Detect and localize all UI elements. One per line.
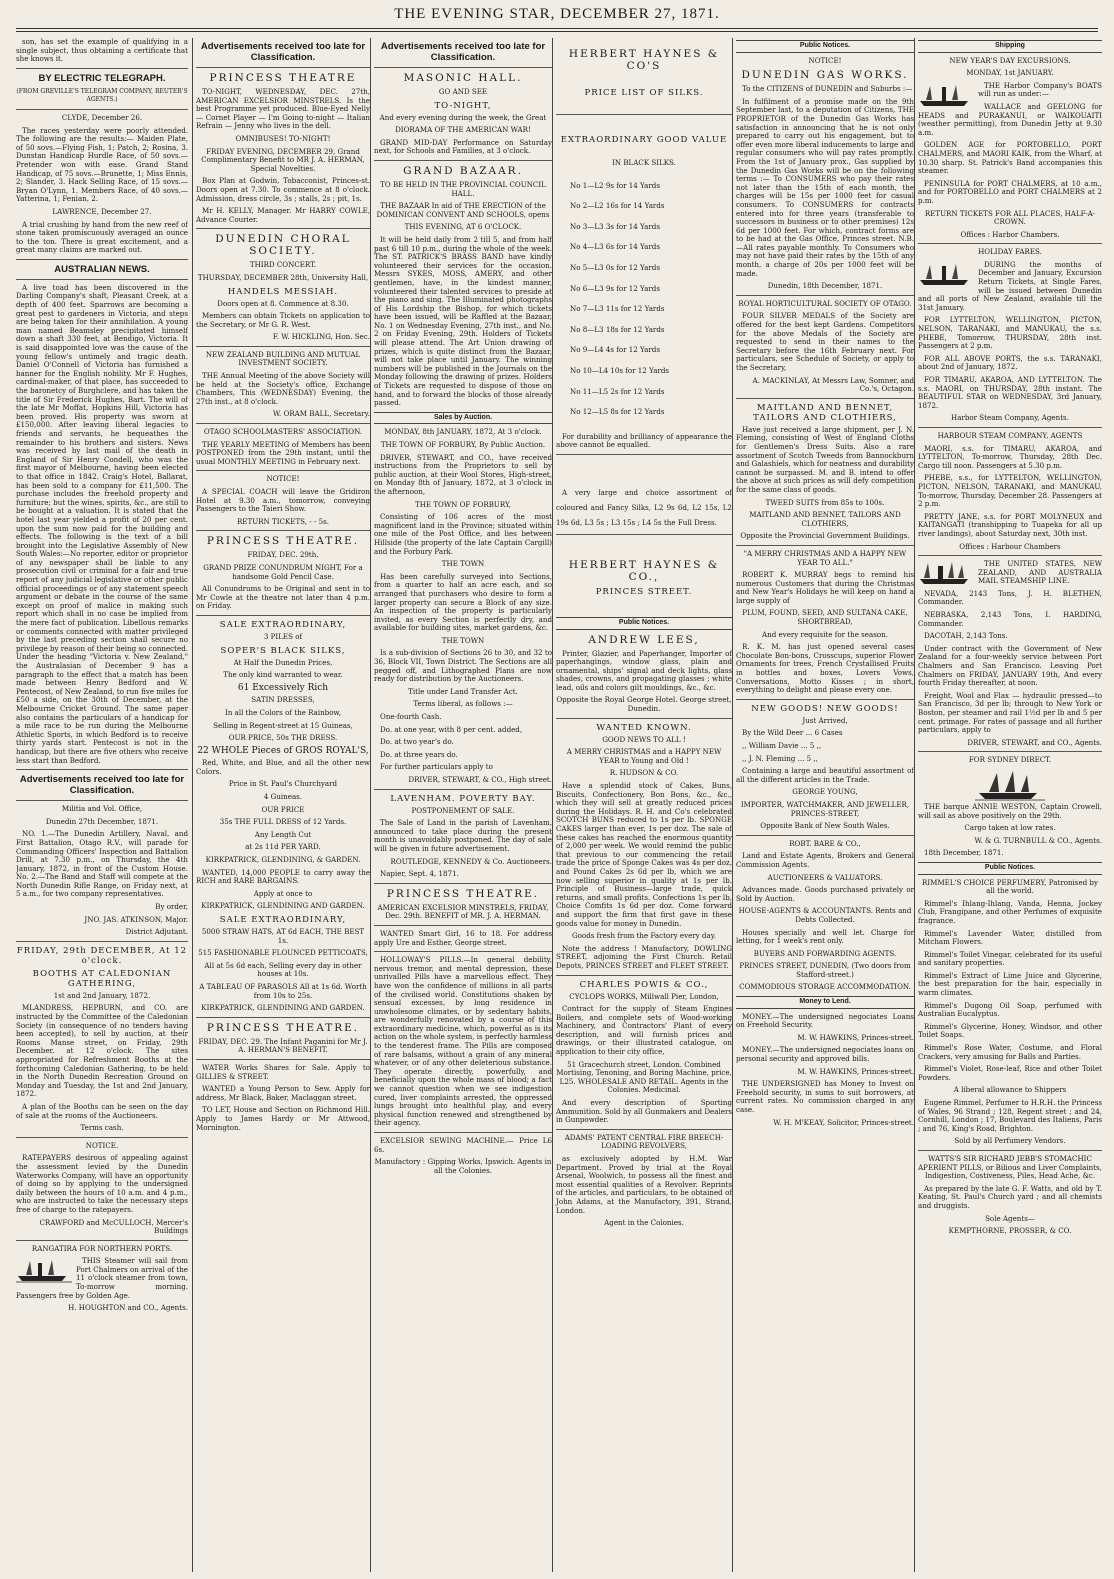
rimmel-item: Rimmel's Glycerine, Honey, Windsor, and other Toilet Soaps. xyxy=(918,1021,1102,1040)
buyers: BUYERS AND FORWARDING AGENTS. xyxy=(753,948,897,958)
telegraph-credit: (FROM GREVILLE'S TELEGRAM COMPANY, REUTER'S AGENTS.) xyxy=(16,87,188,104)
steamer-icon xyxy=(918,261,974,287)
goods-fresh: Goods fresh from the Factory every day. xyxy=(571,931,717,941)
masonic-hall-heading: MASONIC HALL. xyxy=(403,72,523,84)
plan-text: A plan of the Booths can be seen on the day of sale at the rooms of the Auctioneers. xyxy=(16,1101,188,1120)
harbor-boats: THE Harbor Company's BOATS will run as under:— xyxy=(978,80,1102,99)
piles: 3 PILES of xyxy=(263,631,303,641)
kirkpatrick-1: KIRKPATRICK, GLENDINING, & GARDEN. xyxy=(205,855,361,865)
otago-text: THE YEARLY MEETING of Members has been POSTPONED from the 29th instant, until the usual MONTHLY MEETING in February next. xyxy=(196,439,370,466)
rimmel-item: Rimmel's Ihlang-Ihlang, Vanda, Henna, Jockey Club, Frangipane, and other Perfumes of exquisite fragrance. xyxy=(918,898,1102,925)
notice-heading: NOTICE! xyxy=(808,55,842,65)
driver-stewart-text: DRIVER, STEWART, and CO., have received instructions from the Proprietors to sell by public auction, at their Wool Stores, High-street, on Monday 8th of January, 1872, at 3 o'clock in the afternoon, xyxy=(374,452,552,496)
princess-theatre-3-heading: PRINCESS THEATRE. xyxy=(206,1021,360,1034)
money-text-2: MONEY.—The undersigned negociates loans on personal security and approved bills. xyxy=(736,1045,914,1064)
petticoats-price: All at 5s 6d each, Selling every day in other houses at 10s. xyxy=(204,960,362,979)
grand-bazaar-heading: GRAND BAZAAR. xyxy=(403,164,523,177)
every-evening: And every evening during the week, the Great xyxy=(379,112,547,122)
money-text-1: MONEY.—The undersigned negociates Loans on Freehold Security. xyxy=(736,1011,914,1030)
apply-once: Apply at once to xyxy=(253,888,313,898)
return-tickets: RETURN TICKETS, - - 5s. xyxy=(236,516,330,526)
powis-sub: CYCLOPS WORKS, Millwall Pier, London, xyxy=(569,991,719,1001)
rimmel-address: Eugene Rimmel, Perfumer to H.R.H. the Princess of Wales, 96 Strand ; 128, Regent street ; and 24, Cornhill, London ; 17, Boulevard des Italiens, Paris ; and 76, King's Road, Brighton. xyxy=(918,1098,1102,1133)
containing-text: Containing a large and beautiful assortment of all the different articles in the Trade. xyxy=(736,766,914,784)
public-notices-band: Public Notices. xyxy=(736,40,914,53)
masthead-rule-2 xyxy=(16,31,1098,32)
wanted-people: WANTED, 14,000 PEOPLE to carry away the RICH and RARE BARGAINS. xyxy=(196,867,370,886)
rimmel-item: Rimmel's Rose Water, Costume, and Floral Crackers, very amusing for Balls and Parties. xyxy=(918,1043,1102,1061)
mail-line-text: Under contract with the Government of New Zealand for a four-weekly service between Port Chalmers and San Francisco. Leaving Port Chalmers on FRIDAY, JANUARY 19th, And every fourth Friday thereafter, at noon. xyxy=(918,643,1102,688)
nz-building-heading: NEW ZEALAND BUILDING AND MUTUAL INVESTMENT SOCIETY. xyxy=(205,349,361,368)
maitland-heading-2: MAITLAND AND BENNET, TAILORS AND CLOTHIERS, xyxy=(749,510,901,528)
town-text-1: Has been carefully surveyed into Sections, from a quarter to half an acre each, and so arranged that purchasers who desire to form a larger property can secure a Block of any size. An inspection of the property is particularly invited, as every Section is perfectly dry, and available for building sites, market gardens, &c. xyxy=(374,571,552,633)
diorama: DIORAMA OF THE AMERICAN WAR! xyxy=(395,125,531,135)
importer: IMPORTER, WATCHMAKER, AND JEWELLER, PRINCES-STREET, xyxy=(740,799,910,818)
the-town-2: THE TOWN xyxy=(441,635,485,645)
watts-text: As prepared by the late G. F. Watts, and old by T. Keating, St. Paul's Church yard ; and all chemists and druggists. xyxy=(918,1183,1102,1210)
per-yard: at 2s 11d PER YARD. xyxy=(245,842,321,852)
undersigned-text: THE UNDERSIGNED has Money to Invest on Freehold security, in sums to suit borrowers, at current rates. No commission charged in any case. xyxy=(736,1079,914,1114)
silk-price-row: No 7—L3 11s for 12 Yards xyxy=(570,304,665,314)
rimmel-item: Rimmel's Toilet Vinegar, celebrated for its useful and sanitary properties. xyxy=(918,949,1102,968)
napier-date: Napier, Sept. 4, 1871. xyxy=(380,869,459,879)
wanted-sew: WANTED a Young Person to Sew. Apply for address, Mr Black, Baker, Maclaggan street. xyxy=(196,1084,370,1102)
driver-sign: DRIVER, STEWART, and CO., Agents. xyxy=(967,737,1102,747)
water-shares: WATER Works Shares for Sale. Apply to GILLIES & STREET. xyxy=(196,1062,370,1081)
telegraph-heading: BY ELECTRIC TELEGRAPH. xyxy=(38,72,166,84)
kirkpatrick-3: KIRKPATRICK, GLENDINING AND GARDEN. xyxy=(201,1003,365,1013)
silk-price-row: No 10—L4 10s for 12 Yards xyxy=(570,365,670,375)
agent: Agent in the Colonies. xyxy=(604,1218,684,1228)
barque-icon xyxy=(975,769,1045,801)
princes-dunedin: PRINCES STREET, DUNEDIN, (Two doors from Stafford-street.) xyxy=(739,961,911,979)
houghton-sign: H. HOUGHTON and CO., Agents. xyxy=(68,1303,188,1313)
militia-sign-name: JNO. JAS. ATKINSON, Major. xyxy=(84,914,188,924)
terms-rows xyxy=(374,713,552,759)
town-text-2: Is a sub-division of Sections 26 to 30, and 32 to 36, Block VII, Town District. The Sections are all pegged off, and Lithographed Plans are now ready for distribution by the Auctioneers. xyxy=(374,648,552,684)
sole-agents: Sole Agents— xyxy=(985,1213,1035,1223)
forbury-heading: THE TOWN OF FORBURY, By Public Auction. xyxy=(380,440,546,449)
trial-text: A trial crushing by hand from the new reef of stone taken promiscuously averaged an ounce to the ton. There is great excitement, and a great many claims are marked out. xyxy=(16,219,188,255)
murray-text: ROBERT K. MURRAY begs to remind his numerous Customers that during the Christmas and New Year's Holidays he will keep on hand a large supply of xyxy=(736,570,914,605)
princess-text: AMERICAN EXCELSIOR MINSTRELS, FRIDAY, Dec. 29th. BENEFIT of MR. J. A. HERMAN. xyxy=(377,902,549,921)
sale-extraordinary-2: SALE EXTRAORDINARY, xyxy=(219,915,347,925)
choral-third: THIRD CONCERT. xyxy=(249,260,317,270)
omnibuses: OMNIBUSES! TO-NIGHT! xyxy=(235,133,331,143)
regent: Selling in Regent-street at 15 Guineas, xyxy=(213,720,353,730)
merry-christmas: A MERRY CHRISTMAS and a HAPPY NEW YEAR to Young and Old ! xyxy=(566,747,722,765)
watts-heading: WATTS'S SIR RICHARD JEBB'S STOMACHIC APERIENT PILLS, or Bilious and Liver Complaints, Indigestion, Costiveness, Piles, Head Ache, &c. xyxy=(918,1153,1102,1181)
twenty-two: 22 WHOLE Pieces of GROS ROYAL'S, xyxy=(197,745,369,756)
rainbow: In all the Colors of the Rainbow, xyxy=(225,707,341,717)
column-6 xyxy=(914,38,1102,1572)
durability-text: For durability and brilliancy of appearance the above cannot be equalled. xyxy=(556,431,732,450)
members-text: Members can obtain Tickets on application to the Secretary, or Mr G. R. West. xyxy=(196,311,370,329)
parasols: A TABLEAU OF PARASOLS All at 1s 6d. Worth from 10s to 25s. xyxy=(199,981,367,1000)
money-to-lend-band: Money to Lend. xyxy=(736,996,914,1009)
steamer-icon xyxy=(16,1257,72,1283)
friday-evening: FRIDAY EVENING, DECEMBER 29, Grand Complimentary Benefit to MR J. A. HERMAN, Special Novelties. xyxy=(201,146,365,173)
steamer-icon xyxy=(918,82,974,108)
monday-january: MONDAY, 1st JANUARY. xyxy=(966,68,1054,78)
booths-dates: 1st and 2nd January, 1872. xyxy=(53,990,151,1000)
cargo-text: Cargo taken at low rates. xyxy=(964,823,1056,833)
postponement: POSTPONEMENT OF SALE. xyxy=(411,805,515,815)
this-evening: THIS EVENING, AT 6 O'CLOCK. xyxy=(404,222,522,232)
golden-age-text: GOLDEN AGE for PORTOBELLO, PORT CHALMERS, and MAORI KAIK, from the Wharf, at 10.30 sharp. St. Patrick's Band accompanies this steamer. xyxy=(918,140,1102,176)
haynes-heading-2: HERBERT HAYNES & CO., xyxy=(568,558,720,583)
requisite: And every requisite for the season. xyxy=(762,629,888,639)
midday: GRAND MID-DAY Performance on Saturday next, for Schools and Families, at 3 o'clock. xyxy=(374,137,552,156)
silk-price-row: No 9—L4 4s for 12 Yards xyxy=(570,345,660,355)
masthead: THE EVENING STAR, DECEMBER 27, 1871. xyxy=(394,6,720,22)
straw-hats: 5000 STRAW HATS, AT 6d EACH, THE BEST 1s. xyxy=(201,927,365,945)
silk-price-row: No 1—L2 9s for 14 Yards xyxy=(570,180,660,190)
soper-silks: SOPER'S BLACK SILKS, xyxy=(220,645,346,656)
powis-tail: And every description of Sporting Ammunition. Sold by all Gunmakers and Dealers in Gunpowder. xyxy=(556,1098,732,1125)
our-price-2: OUR PRICE xyxy=(261,804,305,814)
mackinlay-sign: A. MACKINLAY, At Messrs Law, Somner, and Co.'s, Octagon. xyxy=(752,375,914,394)
bare-heading: ROBT. BARE & CO., xyxy=(789,838,861,848)
choral-date: THURSDAY, DECEMBER 28th, University Hall, xyxy=(197,272,369,282)
booths-heading: BOOTHS AT CALEDONIAN GATHERING, xyxy=(32,968,172,989)
colors: Red, White, and Blue, and all the other new Colors. xyxy=(196,758,370,776)
andrew-lees-heading: ANDREW LEES, xyxy=(588,633,700,646)
maori-text: MAORI, s.s. for TIMARU, AKAROA, and LYTTELTON, To-morrow, Thursday, 28th Dec. Cargo till noon. Passengers at 5.30 p.m. xyxy=(918,443,1102,470)
freight-text: Freight, Wool and Flax — hydraulic pressed—to San Francisco, 3d per lb; through to New York or Boston, per steamer and rail 1½d per lb and 5 per cent. primage. For rates of passage and all further particulars, apply to xyxy=(918,690,1102,735)
silks-list xyxy=(556,182,732,417)
maitland-text: Have just received a large shipment, per J. N. Fleming, consisting of West of England Cloths for Gentlemen's Dress Suits. Also a rare assortment of Scotch Tweeds from Bannockburn and Galashiels, which for neatness and durability cannot be surpassed. M. and B. intend to offer the above at such prices as will defy competition for the same class of goods. xyxy=(736,424,914,494)
advertisements-heading: Advertisements received too late for Classification. xyxy=(200,41,366,63)
powis-heading: CHARLES POWIS & CO., xyxy=(579,979,709,990)
rimmel-item: Rimmel's Violet, Rose-leaf, Rice and other Toilet Powders. xyxy=(918,1064,1102,1082)
powis-text: Contract for the supply of Steam Engines Boilers, and complete sets of Wood-working Machinery, and Contractors' Plant of every description, and will furnish prices and drawings, or their illustrated catalogue, on application to their city office, xyxy=(556,1004,732,1057)
public-notices-band: Public Notices. xyxy=(556,617,732,630)
hudson-heading: R. HUDSON & CO. xyxy=(609,768,679,778)
return-tickets: RETURN TICKETS FOR ALL PLACES, HALF-A-CROWN. xyxy=(924,208,1096,227)
column-5 xyxy=(732,38,914,1572)
petticoats: 515 FASHIONABLE FLOUNCED PETTICOATS, xyxy=(198,948,368,958)
steamship-icon xyxy=(918,560,974,586)
the-town-1: THE TOWN xyxy=(441,559,485,569)
advances: Advances made. Goods purchased privately or Sold by Auction. xyxy=(736,885,914,903)
advertisements-heading: Advertisements received too late for Classification. xyxy=(19,774,185,797)
nebraska-text: NEBRASKA, 2,143 Tons, I. HARDING, Commander. xyxy=(918,610,1102,628)
new-goods-heading: NEW GOODS! NEW GOODS! xyxy=(751,703,899,714)
annie-weston-text: THE barque ANNIE WESTON, Captain Crowell, will sail as above positively on the 29th. xyxy=(918,801,1102,820)
andrew-lees-text: Printer, Glazier, and Paperhanger, Importer of paperhangings, window glass, plain and ornamental, ships' signal and deck lights, glass shades, crowns, and propagating glasses ; white lead, oils and colors gilt mouldings, &c., &c. xyxy=(556,648,732,692)
advertisements-heading: Advertisements received too late for Classification. xyxy=(380,41,546,63)
silk-price-row: No 3—L3 3s for 14 Yards xyxy=(570,221,660,231)
pretty-jane-text: PRETTY JANE, s.s. for PORT MOLYNEUX and KAITANGATI (transhipping to Tuapeka for all up river landings), about Saturday next, 30th inst. xyxy=(918,511,1102,538)
offices-1: Offices : Harbor Chambers. xyxy=(960,229,1060,239)
silk-price-row: No 5—L3 0s for 12 Yards xyxy=(570,262,660,272)
sold-vendors: Sold by all Perfumery Vendors. xyxy=(954,1136,1066,1146)
intro-text: son, has set the example of qualifying in a single subject, thus obtaining a certificate that she knows it. xyxy=(16,38,188,64)
wallace-text: WALLACE and GEELONG for HEADS and PURAKANUI, or WAIKOUAITI (weather permitting), from Dunedin Jetty at 9.30 a.m. xyxy=(918,101,1102,137)
routledge-sign: ROUTLEDGE, KENNEDY & Co. Auctioneers. xyxy=(390,856,552,866)
notice-heading: NOTICE. xyxy=(85,1140,119,1150)
rimmel-item: Rimmel's Lavender Water, distilled from Mitcham Flowers. xyxy=(918,928,1102,947)
friday-heading: FRIDAY, 29th DECEMBER, At 12 o'clock. xyxy=(16,945,188,966)
address-text: Note the address ! Manufactory, DOWLING STREET, adjoining the First Church. Retail Depots, PRINCES STREET and FLEET STREET. xyxy=(556,943,732,970)
princess-3-text: FRIDAY, DEC. 29. The Infant Paganini for Mr J. A. HERMAN'S BENEFIT. xyxy=(198,1036,368,1055)
horticultural-text: FOUR SILVER MEDALS of the Society are offered for the best kept Gardens. Competitors for the above Medals of the Society are requested to send in their names to the Secretary before the 16th February next. For particulars, see Schedule of Society, or apply to the Secretary, xyxy=(736,311,914,372)
otago-heading: OTAGO SCHOOLMASTERS' ASSOCIATION. xyxy=(203,427,363,437)
half-price: At Half the Dunedin Prices, xyxy=(233,657,333,667)
opposite-buildings: Opposite the Provincial Government Buildings. xyxy=(740,531,910,541)
timaru-text: FOR TIMARU, AKAROA, AND LYTTELTON. The s.s. MAORI, on THURSDAY, 28th instant. The BEAUTIFUL STAR on WEDNESDAY, 3rd January, 1872. xyxy=(918,375,1102,410)
princess-theatre-2-heading: PRINCESS THEATRE. xyxy=(206,535,360,548)
lawrence-dateline: LAWRENCE, December 27. xyxy=(52,206,152,216)
sales-by-auction-band: Sales by Auction. xyxy=(374,412,552,425)
sixty-one: 61 Excessively Rich xyxy=(237,682,329,693)
fancy-silks-text: A very large and choice assortment of coloured and Fancy Silks, L2 9s 6d, L2 15s, L2 19s 6d, L3 5s ; L3 15s ; L4 5s the Full Dress. xyxy=(556,487,732,527)
guineas: 4 Guineas. xyxy=(263,792,303,802)
horticultural-heading: ROYAL HORTICULTURAL SOCIETY OF OTAGO. xyxy=(738,298,912,308)
australian-news-heading: AUSTRALIAN NEWS. xyxy=(54,263,150,275)
lavenham-text: The Sale of Land in the parish of Lavenham, announced to take place during the present month is unavoidably postponed. The day of sale will be given in future advertisement. xyxy=(374,818,552,853)
rimmel-item: Rimmel's Dugong Oil Soap, perfumed with Australian Eucalyptus. xyxy=(918,1000,1102,1019)
militia-head: Militia and Vol. Office, xyxy=(61,804,143,814)
hudson-text: Have a splendid stock of Cakes, Buns, Biscuits, Confectionery, Bon Bons, &c., &c., which they will sell at greatly reduced prices during the Holidays. R. H. and Co's celebrated SCOTCH BUNS reduced to 1s per lb. SPONGE CAKES larger than ever, 1s per doz. The sale of these cakes has reached the enormous quantity of 2,000 per week. We would remind the public that previous to our commencing the retail trade the price of Sponge Cakes was 4s per doz, and Pound Cakes 2s 6d per lb, which we are now selling superior in quality at 1s per lb. Principle of Business—large trade, quick returns, and small profits. Confections 1s per lb, Choice Comfits 1s 6d per doz. Come forward and support the firm that first gave in these goods value for money in Dunedin. xyxy=(556,781,732,928)
forbury-text: Consisting of 106 acres of the most magnificent land in the Province; situated within one mile of the Post Office, and lies between Hillside (the property of the late Captain Cargill) and the Forbury Park. xyxy=(374,512,552,556)
lyttelton-text: FOR LYTTELTON, WELLINGTON, PICTON, NELSON, TARANAKI, and MANUKAU, the s.s. PHEBE, Tomorrow, THURSDAY, 28th inst. Passengers at 2 p.m. xyxy=(918,315,1102,351)
princess-theatre-heading: PRINCESS THEATRE xyxy=(209,72,357,84)
terms-row: Do. at two year's do. xyxy=(380,737,454,747)
bazaar-text: It will be held daily from 2 till 5, and from half past 6 till 10 p.m., during the whole of the week. The ST. PATRICK'S BRASS BAND have kindly volunteered their services for the occasion. Messrs SYKES, MOSS, AMERY, and other gentlemen, have, in the kindest manner, volunteered their talented services to preside at the piano and sing. The Illuminated photographs of His Lordship the Bishop, for which tickets have been issued, will be Raffled at the Bazaar, No. 1 on Wednesday Evening, 27th inst., and No. 2 on Friday Evening, 29th. Holders of Tickets will please attend. The Art Union drawing of prizes, which is quite distinct from the Bazaar, will not take place until January. The winning numbers will be published in the Journals on the Monday following the drawing of prizes. Holders of Tickets are requested to dispose of those on hand, and to forward the blocks of those already passed. xyxy=(374,234,552,408)
hawkins-sign-1: M. W. HAWKINS, Princes-street. xyxy=(797,1032,914,1042)
full-dress: 35s THE FULL DRESS of 12 Yards. xyxy=(219,817,347,827)
good-news: GOOD NEWS TO ALL ! xyxy=(602,734,686,744)
opposite-bank: Opposite Bank of New South Wales. xyxy=(760,821,890,831)
price-list-heading: PRICE LIST OF SILKS. xyxy=(584,88,704,98)
mkeay-sign: W. H. M'KEAY, Solicitor, Princes-street. xyxy=(773,1117,914,1127)
sydney-heading: FOR SYDNEY DIRECT. xyxy=(968,755,1052,765)
house-agents: HOUSE-AGENTS & ACCOUNTANTS. Rents and Debts Collected. xyxy=(738,906,912,924)
column-4 xyxy=(552,38,732,1572)
holiday-text: DURING the months of December and January, Excursion Return Tickets, at Single Fares, will be issued between Dunedin and all ports of New Zealand, available till the 31st January. xyxy=(918,259,1102,312)
land-agents: Land and Estate Agents, Brokers and General Commission Agents. xyxy=(736,851,914,869)
bazaar-aid: THE BAZAAR In aid of THE ERECTION of the DOMINICAN CONVENT AND SCHOOLS, opens xyxy=(376,201,550,219)
black-silks: IN BLACK SILKS. xyxy=(612,158,676,167)
sydney-date: 18th December, 1871. xyxy=(924,848,1004,858)
andrew-lees-address: Opposite the Royal George Hotel. George street, Dunedin. xyxy=(556,695,732,714)
kempthorne: KEMPTHORNE, PROSSER, & CO. xyxy=(948,1226,1072,1236)
terms-row: Do. at three years do. xyxy=(380,749,458,759)
militia-date: Dunedin 27th December, 1871. xyxy=(45,816,159,826)
silk-price-row: No 4—L3 6s for 14 Yards xyxy=(570,242,660,252)
masthead-rule xyxy=(16,28,1098,29)
further-particulars: For further particulars apply to xyxy=(380,762,493,772)
arrival-row: ,, William Davie ... 5 ,, xyxy=(742,741,822,750)
lavenham-heading: LAVENHAM. POVERTY BAY. xyxy=(390,793,536,804)
rimmel-items xyxy=(918,900,1102,1083)
tweed-suits: TWEED SUITS from 85s to 100s. xyxy=(765,497,885,507)
houses-let: Houses specially and well let. Charge for letting, for 1 week's rent only. xyxy=(736,927,914,946)
holiday-fares: HOLIDAY FARES. xyxy=(978,247,1042,257)
arrival-row: By the Wild Deer ... 6 Cases xyxy=(742,728,843,738)
militia-sign: By order, xyxy=(155,902,188,912)
clyde-dateline: CLYDE, December 26. xyxy=(61,112,143,122)
extraordinary-heading: EXTRAORDINARY GOOD VALUE xyxy=(560,135,728,145)
wanted-girl: WANTED Smart Girl, 16 to 18. For address apply Ure and Esther, George street. xyxy=(374,928,552,947)
satin: SATIN DRESSES, xyxy=(251,695,315,705)
new-years-excursions: NEW YEAR'S DAY EXCURSIONS. xyxy=(949,55,1071,65)
wanted-known-heading: WANTED KNOWN. xyxy=(596,722,692,733)
princes-street: PRINCES STREET. xyxy=(595,586,693,597)
holloway-text: HOLLOWAY'S PILLS.—In general debility, nervous tremor, and mental depression, these unrivalled Pills have a marvellous effect. They have won the confidence of millions in all parts of the civilised world. Constitutions shaken by sensual excesses, by long residence in unwholesome climates, or by sedentary habits, are wonderfully renovated by a course of this extraordinary medicine, which, powerful as is its action on the whole system, is perfectly harmless to the tenderest frame. The Pills are composed of rare balsams, without a grain of any mineral whatever, or of any other deleterious substance. They operate directly, powerfully, and beneficially upon the whole mass of blood; a fact we cannot question when we see indigestion cured, liver complaints arrested, the oppressed lungs brought into healthful play, and every physical function renewed and strengthened by their agency. xyxy=(374,955,552,1128)
peninsula-text: PENINSULA for PORT CHALMERS, at 10 a.m., and for PORTOBELLO and PORT CHALMERS at 2 p.m. xyxy=(918,178,1102,205)
oram-sign: W. ORAM BALL, Secretary. xyxy=(272,409,370,419)
go-and-see: GO AND SEE xyxy=(438,87,488,96)
council-hall: TO BE HELD IN THE PROVINCIAL COUNCIL HALL. xyxy=(380,179,546,198)
militia-text: NO. 1.—The Dunedin Artillery, Naval, and First Battalion, Otago R.V., will parade for Commanding Officers' Inspection and Battalion Drill, at 7.30 p.m., on Thursday, the 4th January, 1872, in front of the Custom House. No. 2.—The Band and Staff will compete at the North Dunedin Rifle Range, on Friday next, at 5 a.m., for two company representatives. xyxy=(16,829,188,899)
column-3 xyxy=(370,38,552,1572)
merry-christmas: "A MERRY CHRISTMAS AND A HAPPY NEW YEAR TO ALL." xyxy=(743,548,907,567)
rangatira-heading: RANGATIRA FOR NORTHERN PORTS. xyxy=(31,1243,173,1253)
terms-text: Terms cash. xyxy=(80,1123,124,1133)
conundrum-text: All Conundrums to be Original and sent in to Mr Cowle at the theatre not later than 4 p.m. on Friday. xyxy=(196,584,370,611)
gas-date: Dunedin, 18th December, 1871. xyxy=(767,281,883,291)
excelsior-text: EXCELSIOR SEWING MACHINE.— Price L6 6s. xyxy=(374,1136,552,1154)
agents-text: Harbor Steam Company, Agents. xyxy=(951,413,1069,423)
auctioneers: AUCTIONEERS & VALUATORS. xyxy=(767,872,883,882)
to-let: TO LET, House and Section on Richmond Hill. Apply to James Hardy or Mr Attwood, Mornington. xyxy=(196,1105,370,1132)
doors-text: Doors open at 8. Commence at 8.30. xyxy=(217,298,349,308)
silk-price-row: No 8—L3 18s for 12 Yards xyxy=(570,324,665,334)
rimmel-heading: RIMMEL'S CHOICE PERFUMERY, Patronised by all the world. xyxy=(922,877,1098,896)
shipping-band: Shipping xyxy=(918,40,1102,53)
crawford-sign: CRAWFORD and McCULLOCH, Mercer's Buildings xyxy=(39,1217,188,1236)
dacotah-text: DACOTAH, 2,143 Tons. xyxy=(924,631,1008,641)
haynes-heading: HERBERT HAYNES & CO'S xyxy=(568,48,720,72)
gas-text: In fulfilment of a promise made on the 9th September last, to a deputation of Citizens, THE PROPRIETOR of the Dunedin Gas Works has satisfaction in announcing that he is not only prepared to carry out his engagement, but to offer even more liberal inducements to large and regular consumers who will pay rates promptly. From the 1st of January prox., Gas supplied by the Dunedin Gas Works will be on the following terms :— To CONSUMERS who pay their rates not later than the 15th of each month, the charges will be 15s per 1000 feet for casual consumers. To CONSUMERS for contracts entered into for three years (transferable to successors in business or to other premises) 12s 6d per 1000 feet. For which, contract forms are to be had at the Gas Office, Princes street. N.B.—All rates payable monthly. To Consumers who may not have paid their rates by the 15th of any month, a charge of 20s per 1000 feet will be made. xyxy=(736,96,914,278)
george-young: GEORGE YOUNG, xyxy=(792,787,858,797)
liberal-allowance: A liberal allowance to Shippers xyxy=(953,1085,1067,1095)
manufactory: Manufactory : Gipping Works, Ipswich. Agents in all the Colonies. xyxy=(374,1157,552,1175)
rangatira-text: THIS Steamer will sail from Port Chalmers on arrival of the 11 o'clock steamer from town, To-morrow morning. Passengers free by Golden Age. xyxy=(16,1256,188,1300)
conundrum-heading: GRAND PRIZE CONUNDRUM NIGHT, For a handsome Gold Pencil Case. xyxy=(203,562,363,581)
princess-theatre-text: TO-NIGHT, WEDNESDAY, DEC. 27th, AMERICAN EXCELSIOR MINSTRELS. Is the best Programme yet produced. Blue-Eyed Nelly — Cornet Player — I'm Going to-night — Italian Refrain — Jenny who lives in the dell. xyxy=(196,87,370,131)
silk-price-row: No 6—L3 9s for 12 Yards xyxy=(570,283,660,293)
australian-news-text: A live toad has been discovered in the Darling Company's shaft, Pleasant Creek, at a depth of 400 feet. Sparrows are becoming a great pest to gardeners in Victoria, and steps are being taken for their annihilation. A young man named Beamsley precipitated himself down a shaft 330 feet, at Bendigo, Victoria. It is said disappointed love was the cause of the young fellow's untimely and tragic death. Daniel O'Connell of Victoria has furnished a banner for the English nobility. Mr F. Hughes, cardinal-maker, of that place, has succeeded to the baronetcy of Burghclere, and has taken the title of Sir Frederick Hughes, Bart. The will of the late Mr Moffat, Hopkins Hill, Victoria has been proved. His property was sworn at £150,000. After leaving liberal legacies to friends and servants, he bequeathes the remainder to his brothers and sisters. News was received by last mail of the death in England of Sir Henry Condell, who was the first mayor of Melbourne, having been elected to that office in 1842. Craig's Hotel, Ballarat, has been sold to a company for £11,500. The purchase includes the freehold property and furniture; but the wines, spirits, &c., are still to be bought at a valuation. It is stated that the hotel last year yielded a profit of 20 per cent. upon the sum now paid for the building and effects. The following is the text of a bill brought into the Legislative Assembly of New South Wales:—No reporter, editor or proprietor of any newspaper shall be liable to any prosecution civil or criminal for a fair and true report of any judicial legislative or other public official proceedings or of any statement speech argument or debate in the course of the same except on proof of malice in making such report which shall in no case be implied from the mere fact of publication. Libellous remarks or comments connected with matter privileged by the last preceding section shall secure no privilege by reason of their being so connected. Under the heading "Victoria v. New Zealand," the Australasian of December 9 has a paragraph to the effect that a match has been made between Henry Bedford and W. Pentecost, of New Zealand, to run five miles for £50 a side, on the 30th of December, at the Melbourne Cricket Ground. The same paper also contains the particulars of a handicap for a mile race to be run during the Melbourne Athletic Sports, in which Bedford is to receive thirty yards start. Pentecost is not in the handicap, but there are five others who receive less start than Bedford. xyxy=(16,282,188,765)
messiah-heading: HANDELS MESSIAH. xyxy=(227,286,339,297)
gas-works-heading: DUNEDIN GAS WORKS. xyxy=(741,69,909,82)
terms-row: Do. at one year, with 8 per cent. added, xyxy=(380,724,523,734)
rimmel-item: Rimmel's Extract of Lime Juice and Glycerine, the best preparation for the hair, especially in warm climates. xyxy=(918,970,1102,998)
hawkins-sign-2: M. W. HAWKINS, Princes-street. xyxy=(797,1066,914,1076)
to-night: TO-NIGHT, xyxy=(434,100,492,111)
silk-price-row: No 11—L5 2s for 12 Yards xyxy=(570,386,665,396)
public-notices-band: Public Notices. xyxy=(918,862,1102,875)
powis-address: 51 Gracechurch street, London. Combined Mortising, Tenoning, and Boring Machine, price, L25. WHOLESALE AND RETAIL. Agents in the Colonies. Medicinal. xyxy=(556,1059,732,1095)
choral-heading: DUNEDIN CHORAL SOCIETY. xyxy=(215,233,351,258)
arrivals-list xyxy=(736,729,914,763)
length: Any Length Cut xyxy=(254,829,312,839)
races-text: The races yesterday were poorly attended. The following are the results:— Maiden Plate, of 50 sovs.—Flying Fish, 1; Patch, 2; Rosina, 3. Dunstan Handicap Hurdle Race, of 50 sovs.—Pretender won with ease. Grand Stand Handicap, of 75 sovs.—Brunette, 1; Miss Ennis, 2; Slander, 3. Hack Selling Race, of 15 sovs.—Bryan O'Lynn, 1. Members Race, of 40 sovs.—Yatterina, 1; Fenian, 2. xyxy=(16,125,188,204)
terms-heading: Terms liberal, as follows :— xyxy=(413,699,513,709)
gas-to: To the CITIZENS of DUNEDIN and Suburbs :— xyxy=(742,84,913,94)
box-plan: Box Plan at Godwin, Tobacconist, Princes-st. Doors open at 7.30. To commence at 8 o'clock. Admission, dress circle, 3s ; stalls, 2s ; pit, 1s. xyxy=(196,176,370,203)
driver-sign: DRIVER, STEWART, & CO., High street. xyxy=(408,775,552,784)
adams-text: as exclusively adopted by H.M. War Department. Proved by trial at the Royal Arsenal, Woolwich, to possess all the finest and most essential qualities of a Revolver. Reprints of the articles, and particulars, to be obtained of John Adams, at the Manufactory, 391, Strand, London. xyxy=(556,1154,732,1215)
mail-line-heading: THE UNITED STATES, NEW ZEALAND, AND AUSTRALIA MAIL STEAMSHIP LINE. xyxy=(978,559,1102,586)
adams-heading: ADAMS' PATENT CENTRAL FIRE BREECH-LOADING REVOLVERS, xyxy=(564,1132,724,1151)
phebe-text: PHEBE, s.s., for LYTTELTON, WELLINGTON, PICTON, NELSON, TARANAKI, and MANUKAU, To-morrow, Thursday, December 28. Passengers at 2 p.m. xyxy=(918,473,1102,509)
monday-january: MONDAY, 8th JANUARY, 1872, At 3 o'clock. xyxy=(384,427,542,437)
turnbull-sign: W. & G. TURNBULL & CO., Agents. xyxy=(974,835,1102,845)
column-2 xyxy=(192,38,370,1572)
storage: COMMODIOUS STORAGE ACCOMMODATION. xyxy=(739,982,911,992)
hickling-sign: F. W. HICKLING, Hon. Sec. xyxy=(272,332,370,342)
offices-2: Offices : Harbour Chambers xyxy=(959,541,1061,551)
silk-price-row: No 2—L2 16s for 14 Yards xyxy=(570,201,665,211)
silk-price-row: No 12—L5 8s for 12 Yards xyxy=(570,407,665,417)
st-pauls: Price in St. Paul's Churchyard xyxy=(228,779,338,789)
princess-2-date: FRIDAY, DEC. 29th, xyxy=(247,550,319,560)
notice-heading: NOTICE! xyxy=(266,474,300,484)
nz-building-text: THE Annual Meeting of the above Society will be held at the Society's office, Exchange Chambers, This (WEDNESDAY) Evening, the 27th inst., at 8 o'clock. xyxy=(196,371,370,406)
arrival-row: ,, J. N. Fleming ... 5 ,, xyxy=(742,753,818,763)
princess-theatre-heading: PRINCESS THEATRE. xyxy=(386,887,540,900)
taranaki-text: FOR ALL ABOVE PORTS, the s.s. TARANAKI, about 2nd of January, 1872. xyxy=(918,353,1102,372)
kirkpatrick-2: KIRKPATRICK, GLENDINING AND GARDEN. xyxy=(201,901,365,911)
murray-text-2: R. K. M. has just opened several cases Chocolate Bon-bons, Crosscups, superior Flower Ornaments for trees, French Crystallised Fruits in bottles and boxes, Lovers Vows, Conversations, Motto Kisses ; in short, everything to delight and please every one. xyxy=(736,642,914,695)
ratepayers-text: RATEPAYERS desirous of appealing against the assessment levied by the Dunedin Waterworks Company, will have an opportunity of doing so by applying to the undersigned daily between the hours of 10 a.m. and 4 p.m., who are instructed to take the necessary steps free of charge to the ratepayers. xyxy=(16,1153,188,1214)
title-text: Title under Land Transfer Act. xyxy=(408,686,518,696)
just-arrived: Just Arrived, xyxy=(802,715,848,725)
harbour-steam-heading: HARBOUR STEAM COMPANY, AGENTS xyxy=(937,430,1083,440)
our-price-1: OUR PRICE, 50s THE DRESS. xyxy=(228,733,338,743)
forbury-heading-2: THE TOWN OF FORBURY, xyxy=(414,499,512,509)
terms-row: One-fourth Cash. xyxy=(380,712,442,722)
only-kind: The only kind warranted to wear. xyxy=(223,670,343,680)
militia-sign-title: District Adjutant. xyxy=(125,927,188,937)
plum-cake: PLUM, FOUND, SEED, AND SULTANA CAKE, SHORTBREAD, xyxy=(742,608,908,627)
coach-text: A SPECIAL COACH will leave the Gridiron Hotel at 9.30 a.m., tomorrow, conveying Passengers to the Taieri Show. xyxy=(196,487,370,514)
nevada-text: NEVADA, 2143 Tons, J. H. BLETHEN, Commander. xyxy=(918,588,1102,607)
landress-text: MLANDRESS, HEPBURN, and CO. are instructed by the Committee of the Caledonian Society (in consequence of no tenders having been accepted), to sell by auction, at their Rooms Manse street, on Friday, 29th December, at 12 o'clock. The sites appropriated for Refreshment Booths at the forthcoming Caledonian Gathering, to be held in the North Dunedin Recreation Ground on Monday and Tuesday, the 1st and 2nd January, 1872. xyxy=(16,1003,188,1099)
column-1 xyxy=(16,38,188,1572)
kelly-sign: Mr H. KELLY, Manager. Mr HARRY COWLE, Advance Courier. xyxy=(196,206,370,224)
sale-extraordinary-heading: SALE EXTRAORDINARY, xyxy=(219,619,347,630)
maitland-heading: MAITLAND AND BENNET, TAILORS AND CLOTHIERS, xyxy=(753,402,897,423)
